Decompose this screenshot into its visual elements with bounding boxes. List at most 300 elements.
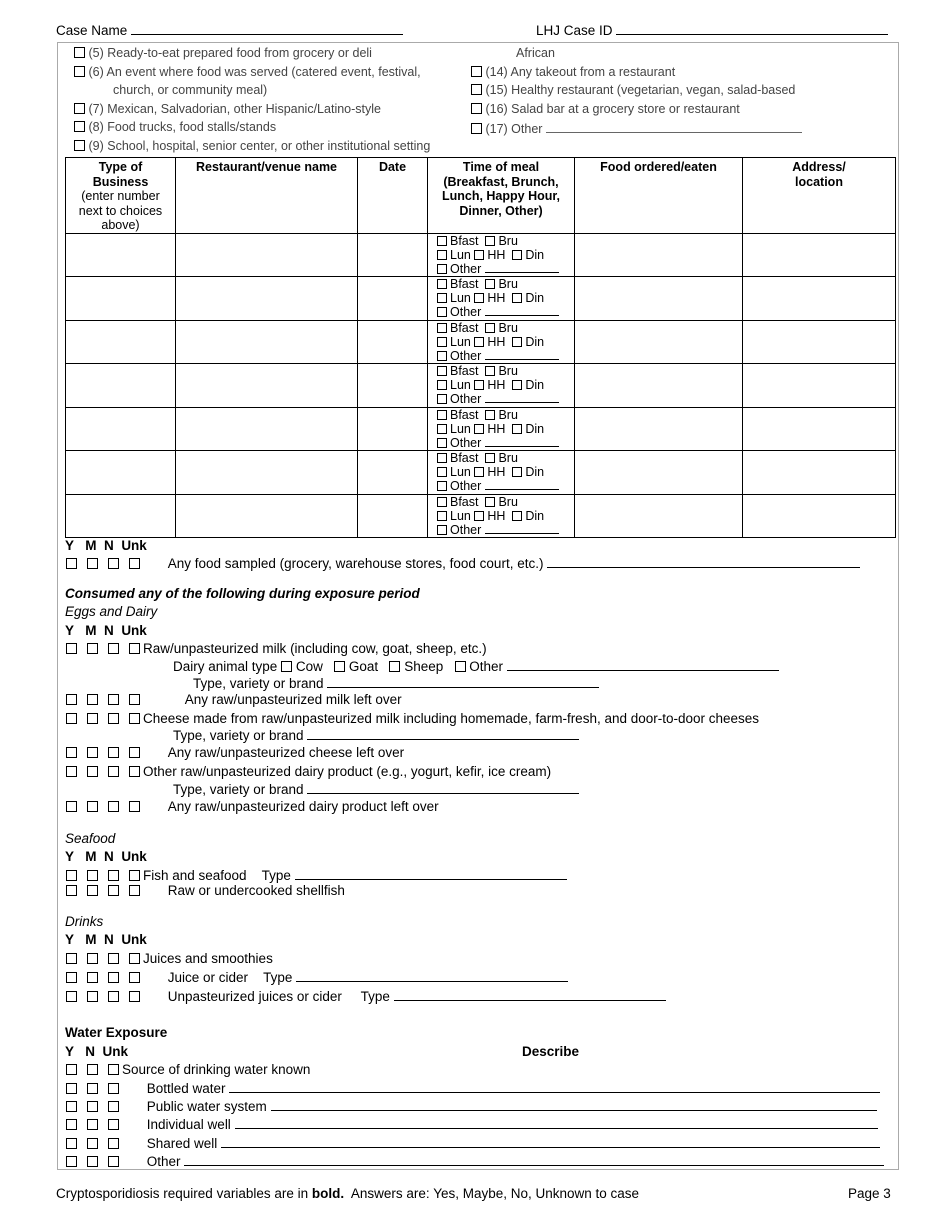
checkbox-m[interactable] — [87, 747, 98, 758]
checkbox-n[interactable] — [87, 1138, 98, 1149]
meal-time-cell — [428, 320, 575, 364]
business-option-6-cont: church, or community meal) — [113, 83, 268, 97]
checkbox-y[interactable] — [66, 1156, 77, 1167]
option-label: (15) Healthy restaurant (vegetarian, vegan, salad-based — [485, 83, 796, 97]
ymnu-header — [65, 849, 147, 864]
other-dairy-row — [66, 764, 551, 779]
business-option-6 — [74, 65, 421, 79]
checkbox[interactable] — [471, 103, 482, 114]
meal-label: Din — [525, 291, 545, 305]
date-cell[interactable] — [358, 364, 428, 408]
page-number: Page 3 — [848, 1186, 891, 1201]
checkbox-n[interactable] — [108, 694, 119, 705]
checkbox-other[interactable] — [455, 661, 466, 672]
meal-label: HH — [487, 247, 506, 262]
checkbox-hh[interactable] — [474, 380, 484, 390]
col-n: N — [85, 1044, 96, 1059]
col-n: N — [104, 538, 114, 553]
checkbox-m[interactable] — [87, 694, 98, 705]
meal-label: Din — [525, 334, 545, 349]
meal-label: Din — [525, 421, 545, 436]
milk-left-row — [66, 692, 402, 707]
food-cell[interactable] — [575, 451, 743, 495]
meal-label: Other — [450, 348, 482, 363]
meal-label: Din — [525, 508, 545, 523]
checkbox-unk[interactable] — [108, 1138, 119, 1149]
checkbox-n[interactable] — [108, 991, 119, 1002]
meal-label: Bfast — [450, 320, 479, 335]
meal-label: Bfast — [450, 364, 479, 378]
checkbox-y[interactable] — [66, 870, 77, 881]
col-y: Y — [65, 849, 75, 864]
table-row — [66, 451, 896, 495]
checkbox-m[interactable] — [87, 991, 98, 1002]
checkbox-m[interactable] — [87, 643, 98, 654]
col-unk: Unk — [121, 538, 147, 553]
meal-label: Other — [450, 392, 482, 406]
type-cell[interactable] — [66, 320, 176, 364]
answer-field[interactable] — [307, 781, 579, 794]
water-source-row — [66, 1062, 310, 1077]
meal-time-cell — [428, 364, 575, 408]
checkbox-unk[interactable] — [129, 885, 140, 896]
checkbox-bfast[interactable] — [437, 366, 447, 376]
other-field[interactable] — [485, 349, 559, 360]
venue-cell[interactable] — [176, 494, 358, 538]
type-cell[interactable] — [66, 364, 176, 408]
header-text: Date — [378, 160, 407, 174]
fish-row — [66, 867, 567, 883]
checkbox-n[interactable] — [108, 972, 119, 983]
checkbox-y[interactable] — [66, 766, 77, 777]
checkbox-m[interactable] — [87, 870, 98, 881]
checkbox-unk[interactable] — [108, 1083, 119, 1094]
header-text: Business — [92, 174, 149, 189]
checkbox-din[interactable] — [512, 293, 522, 303]
col-food-ordered — [575, 158, 743, 234]
case-name-label: Case Name — [56, 23, 128, 38]
checkbox-bru[interactable] — [485, 366, 495, 376]
checkbox-m[interactable] — [87, 713, 98, 724]
address-cell[interactable] — [743, 407, 896, 451]
checkbox-other[interactable] — [437, 525, 447, 535]
food-cell[interactable] — [575, 277, 743, 321]
checkbox-lun[interactable] — [437, 380, 447, 390]
footer-text: Cryptosporidiosis required variables are in — [56, 1186, 309, 1201]
checkbox[interactable] — [74, 140, 85, 151]
checkbox-y[interactable] — [66, 885, 77, 896]
col-n: N — [104, 932, 114, 947]
answer-field[interactable] — [307, 727, 579, 740]
checkbox[interactable] — [74, 66, 85, 77]
checkbox-n[interactable] — [87, 1101, 98, 1112]
header-text: Time of meal — [462, 160, 540, 174]
checkbox-n[interactable] — [108, 870, 119, 881]
header-text: next to choices — [78, 203, 163, 218]
other-field[interactable] — [485, 305, 559, 316]
checkbox-unk[interactable] — [108, 1064, 119, 1075]
checkbox-m[interactable] — [87, 885, 98, 896]
checkbox-bfast[interactable] — [437, 453, 447, 463]
venue-cell[interactable] — [176, 233, 358, 277]
checkbox-y[interactable] — [66, 1064, 77, 1075]
ymnu-header — [65, 623, 147, 638]
checkbox-bru[interactable] — [485, 323, 495, 333]
header-text: (Breakfast, Brunch, — [443, 174, 559, 189]
checkbox-y[interactable] — [66, 953, 77, 964]
eggs-dairy-title: Eggs and Dairy — [65, 604, 158, 619]
venue-cell[interactable] — [176, 320, 358, 364]
checkbox-hh[interactable] — [474, 250, 484, 260]
business-option-14 — [471, 65, 675, 79]
checkbox-unk[interactable] — [108, 1119, 119, 1130]
checkbox-n[interactable] — [108, 766, 119, 777]
checkbox-bfast[interactable] — [437, 323, 447, 333]
checkbox-n[interactable] — [108, 713, 119, 724]
checkbox[interactable] — [471, 84, 482, 95]
answer-field[interactable] — [394, 988, 666, 1001]
checkbox[interactable] — [471, 123, 482, 134]
checkbox-unk[interactable] — [129, 694, 140, 705]
checkbox-hh[interactable] — [474, 511, 484, 521]
describe-field[interactable] — [271, 1098, 877, 1111]
option-label: (9) School, hospital, senior center, or other institutional setting — [88, 139, 431, 153]
checkbox-unk[interactable] — [108, 1101, 119, 1112]
checkbox-bfast[interactable] — [437, 410, 447, 420]
public-water-row — [66, 1098, 877, 1114]
business-option-15 — [471, 83, 795, 97]
question-label: Public water system — [146, 1099, 267, 1114]
col-address — [743, 158, 896, 234]
food-cell[interactable] — [575, 320, 743, 364]
address-cell[interactable] — [743, 320, 896, 364]
table-row — [66, 407, 896, 451]
type-cell[interactable] — [66, 277, 176, 321]
address-cell[interactable] — [743, 277, 896, 321]
checkbox-unk[interactable] — [129, 558, 140, 569]
checkbox-unk[interactable] — [129, 801, 140, 812]
checkbox-y[interactable] — [66, 713, 77, 724]
meals-table — [65, 157, 896, 538]
checkbox-y[interactable] — [66, 643, 77, 654]
food-cell[interactable] — [575, 233, 743, 277]
address-cell[interactable] — [743, 451, 896, 495]
raw-milk-row — [66, 641, 487, 656]
checkbox-bfast[interactable] — [437, 497, 447, 507]
checkbox-m[interactable] — [87, 972, 98, 983]
checkbox-lun[interactable] — [437, 250, 447, 260]
table-row — [66, 277, 896, 321]
meal-time-cell — [428, 494, 575, 538]
answer-field[interactable] — [547, 555, 860, 568]
checkbox-y[interactable] — [66, 1119, 77, 1130]
checkbox[interactable] — [471, 66, 482, 77]
checkbox-lun[interactable] — [437, 511, 447, 521]
col-time-of-meal — [428, 158, 575, 234]
consumed-title: Consumed any of the following during exposure period — [65, 586, 420, 601]
type-cell[interactable] — [66, 494, 176, 538]
milk-type-row — [193, 675, 599, 691]
date-cell[interactable] — [358, 277, 428, 321]
meal-label: Other — [450, 479, 482, 493]
date-cell[interactable] — [358, 320, 428, 364]
checkbox-y[interactable] — [66, 801, 77, 812]
meal-label: Other — [450, 261, 482, 276]
describe-field[interactable] — [229, 1080, 880, 1093]
checkbox-lun[interactable] — [437, 467, 447, 477]
meal-label: Lun — [450, 508, 471, 523]
meal-label: HH — [487, 508, 506, 523]
unpasteurized-juice-row — [66, 988, 666, 1004]
checkbox-bru[interactable] — [485, 453, 495, 463]
shellfish-row — [66, 883, 345, 898]
venue-cell[interactable] — [176, 364, 358, 408]
date-cell[interactable] — [358, 451, 428, 495]
question-label: Other — [146, 1154, 181, 1169]
checkbox-lun[interactable] — [437, 337, 447, 347]
other-field[interactable] — [485, 262, 559, 273]
seafood-title: Seafood — [65, 831, 116, 846]
meal-label: Lun — [450, 247, 471, 262]
answer-field[interactable] — [296, 969, 568, 982]
checkbox-din[interactable] — [512, 337, 522, 347]
meal-label: HH — [487, 334, 506, 349]
checkbox[interactable] — [74, 103, 85, 114]
food-cell[interactable] — [575, 364, 743, 408]
meal-label: Other — [450, 435, 482, 450]
checkbox-m[interactable] — [87, 558, 98, 569]
question-label: Any raw/unpasteurized cheese left over — [167, 745, 405, 760]
checkbox-n[interactable] — [108, 643, 119, 654]
juices-row — [66, 951, 273, 966]
checkbox-hh[interactable] — [474, 337, 484, 347]
checkbox-y[interactable] — [66, 991, 77, 1002]
col-type-of-business — [66, 158, 176, 234]
bottled-water-row — [66, 1080, 880, 1096]
ymnu-header — [65, 932, 147, 947]
checkbox-din[interactable] — [512, 250, 522, 260]
col-y: Y — [65, 538, 75, 553]
meal-label: Bru — [498, 320, 518, 335]
type-cell[interactable] — [66, 451, 176, 495]
question-label: Bottled water — [146, 1081, 226, 1096]
ymnu-header — [65, 538, 147, 553]
table-row — [66, 364, 896, 408]
checkbox-n[interactable] — [87, 1119, 98, 1130]
type-cell[interactable] — [66, 407, 176, 451]
option-label: (6) An event where food was served (catered event, festival, — [88, 65, 421, 79]
footer-bold: bold. — [311, 1186, 345, 1201]
checkbox-y[interactable] — [66, 747, 77, 758]
header-text: Lunch, Happy Hour, — [441, 189, 561, 203]
checkbox-bru[interactable] — [485, 497, 495, 507]
header-text: location — [795, 174, 843, 189]
checkbox-lun[interactable] — [437, 424, 447, 434]
checkbox-n[interactable] — [108, 558, 119, 569]
venue-cell[interactable] — [176, 277, 358, 321]
describe-field[interactable] — [221, 1135, 880, 1148]
other-field[interactable] — [485, 523, 559, 534]
other-field[interactable] — [485, 392, 559, 403]
cheese-row — [66, 711, 759, 726]
footer-note — [56, 1186, 639, 1201]
type-label: Type — [263, 970, 293, 985]
checkbox-unk[interactable] — [129, 747, 140, 758]
col-m: M — [85, 623, 97, 638]
venue-cell[interactable] — [176, 407, 358, 451]
address-cell[interactable] — [743, 494, 896, 538]
address-cell[interactable] — [743, 364, 896, 408]
option-label: Goat — [348, 659, 379, 674]
checkbox-y[interactable] — [66, 1101, 77, 1112]
checkbox-n[interactable] — [108, 885, 119, 896]
checkbox-m[interactable] — [87, 766, 98, 777]
other-field[interactable] — [485, 436, 559, 447]
business-option-16 — [471, 102, 740, 116]
checkbox-din[interactable] — [512, 467, 522, 477]
meal-label: Lun — [450, 334, 471, 349]
question-label: Other raw/unpasteurized dairy product (e.g., yogurt, kefir, ice cream) — [143, 764, 552, 779]
checkbox-din[interactable] — [512, 380, 522, 390]
col-unk: Unk — [121, 932, 147, 947]
business-option-african-cont: African — [516, 46, 555, 60]
checkbox-y[interactable] — [66, 694, 77, 705]
checkbox-bru[interactable] — [485, 410, 495, 420]
meal-label: HH — [487, 465, 506, 479]
checkbox-n[interactable] — [87, 1156, 98, 1167]
option-label: Other — [469, 659, 504, 674]
describe-field[interactable] — [184, 1153, 884, 1166]
meal-label: Bru — [498, 233, 518, 248]
checkbox-unk[interactable] — [108, 1156, 119, 1167]
checkbox[interactable] — [74, 47, 85, 58]
checkbox-unk[interactable] — [129, 972, 140, 983]
checkbox-m[interactable] — [87, 801, 98, 812]
question-label: Raw/unpasteurized milk (including cow, goat, sheep, etc.) — [143, 641, 487, 656]
col-unk: Unk — [102, 1044, 129, 1059]
drinks-title: Drinks — [65, 914, 104, 929]
header-text: above) — [101, 218, 140, 232]
checkbox-cow[interactable] — [281, 661, 292, 672]
cheese-type-row — [173, 727, 579, 743]
venue-cell[interactable] — [176, 451, 358, 495]
col-venue-name — [176, 158, 358, 234]
checkbox-unk[interactable] — [129, 953, 140, 964]
sampled-row — [66, 555, 860, 571]
checkbox-other[interactable] — [437, 394, 447, 404]
checkbox-y[interactable] — [66, 1138, 77, 1149]
question-label: Unpasteurized juices or cider — [167, 989, 342, 1004]
other-water-row — [66, 1153, 884, 1169]
checkbox-unk[interactable] — [129, 870, 140, 881]
question-label: Type, variety or brand — [173, 782, 304, 797]
describe-field[interactable] — [235, 1116, 878, 1129]
checkbox-hh[interactable] — [474, 293, 484, 303]
type-cell[interactable] — [66, 233, 176, 277]
question-label: Dairy animal type — [173, 659, 278, 674]
checkbox-bfast[interactable] — [437, 236, 447, 246]
food-cell[interactable] — [575, 494, 743, 538]
checkbox-n[interactable] — [87, 1083, 98, 1094]
question-label: Shared well — [146, 1136, 218, 1151]
checkbox-n[interactable] — [87, 1064, 98, 1075]
option-label: Sheep — [404, 659, 444, 674]
header-text: Type of — [98, 160, 143, 174]
date-cell[interactable] — [358, 494, 428, 538]
checkbox-y[interactable] — [66, 558, 77, 569]
question-label: Any raw/unpasteurized dairy product left over — [167, 799, 439, 814]
dairy-left-row — [66, 799, 439, 814]
checkbox-n[interactable] — [108, 953, 119, 964]
checkbox-m[interactable] — [87, 953, 98, 964]
other-field[interactable] — [546, 120, 802, 133]
address-cell[interactable] — [743, 233, 896, 277]
meal-label: Lun — [450, 378, 471, 392]
answer-field[interactable] — [327, 675, 599, 688]
other-field[interactable] — [485, 479, 559, 490]
question-label: Source of drinking water known — [122, 1062, 311, 1077]
checkbox-din[interactable] — [512, 424, 522, 434]
food-cell[interactable] — [575, 407, 743, 451]
checkbox-other[interactable] — [437, 438, 447, 448]
col-m: M — [85, 538, 97, 553]
ynu-header — [65, 1044, 128, 1059]
checkbox-goat[interactable] — [334, 661, 345, 672]
header-text: Address/ — [792, 160, 846, 174]
checkbox-bru[interactable] — [485, 279, 495, 289]
date-cell[interactable] — [358, 233, 428, 277]
checkbox-unk[interactable] — [129, 643, 140, 654]
col-y: Y — [65, 623, 75, 638]
option-label: (17) Other — [485, 122, 543, 136]
checkbox-other[interactable] — [437, 307, 447, 317]
option-label: (7) Mexican, Salvadorian, other Hispanic/Latino-style — [88, 102, 381, 116]
answer-field[interactable] — [295, 867, 567, 880]
checkbox-y[interactable] — [66, 972, 77, 983]
checkbox-other[interactable] — [437, 481, 447, 491]
question-label: Any raw/unpasteurized milk left over — [184, 692, 402, 707]
lhj-case-id-field[interactable] — [616, 22, 888, 35]
checkbox-unk[interactable] — [129, 991, 140, 1002]
checkbox-y[interactable] — [66, 1083, 77, 1094]
question-label: Any food sampled (grocery, warehouse stores, food court, etc.) — [167, 556, 544, 571]
date-cell[interactable] — [358, 407, 428, 451]
table-row — [66, 320, 896, 364]
meal-label: Other — [450, 522, 482, 537]
checkbox-sheep[interactable] — [389, 661, 400, 672]
checkbox[interactable] — [74, 121, 85, 132]
checkbox-unk[interactable] — [129, 713, 140, 724]
footer-text: Answers are: Yes, Maybe, No, Unknown to case — [350, 1186, 640, 1201]
other-field[interactable] — [507, 658, 779, 671]
checkbox-n[interactable] — [108, 801, 119, 812]
col-unk: Unk — [121, 623, 147, 638]
checkbox-unk[interactable] — [129, 766, 140, 777]
checkbox-hh[interactable] — [474, 424, 484, 434]
checkbox-other[interactable] — [437, 264, 447, 274]
case-name-field[interactable] — [131, 22, 403, 35]
checkbox-bru[interactable] — [485, 236, 495, 246]
checkbox-bfast[interactable] — [437, 279, 447, 289]
checkbox-n[interactable] — [108, 747, 119, 758]
meal-label: Bfast — [450, 277, 479, 291]
checkbox-din[interactable] — [512, 511, 522, 521]
checkbox-lun[interactable] — [437, 293, 447, 303]
juice-cider-row — [66, 969, 568, 985]
checkbox-hh[interactable] — [474, 467, 484, 477]
checkbox-other[interactable] — [437, 351, 447, 361]
col-m: M — [85, 849, 97, 864]
